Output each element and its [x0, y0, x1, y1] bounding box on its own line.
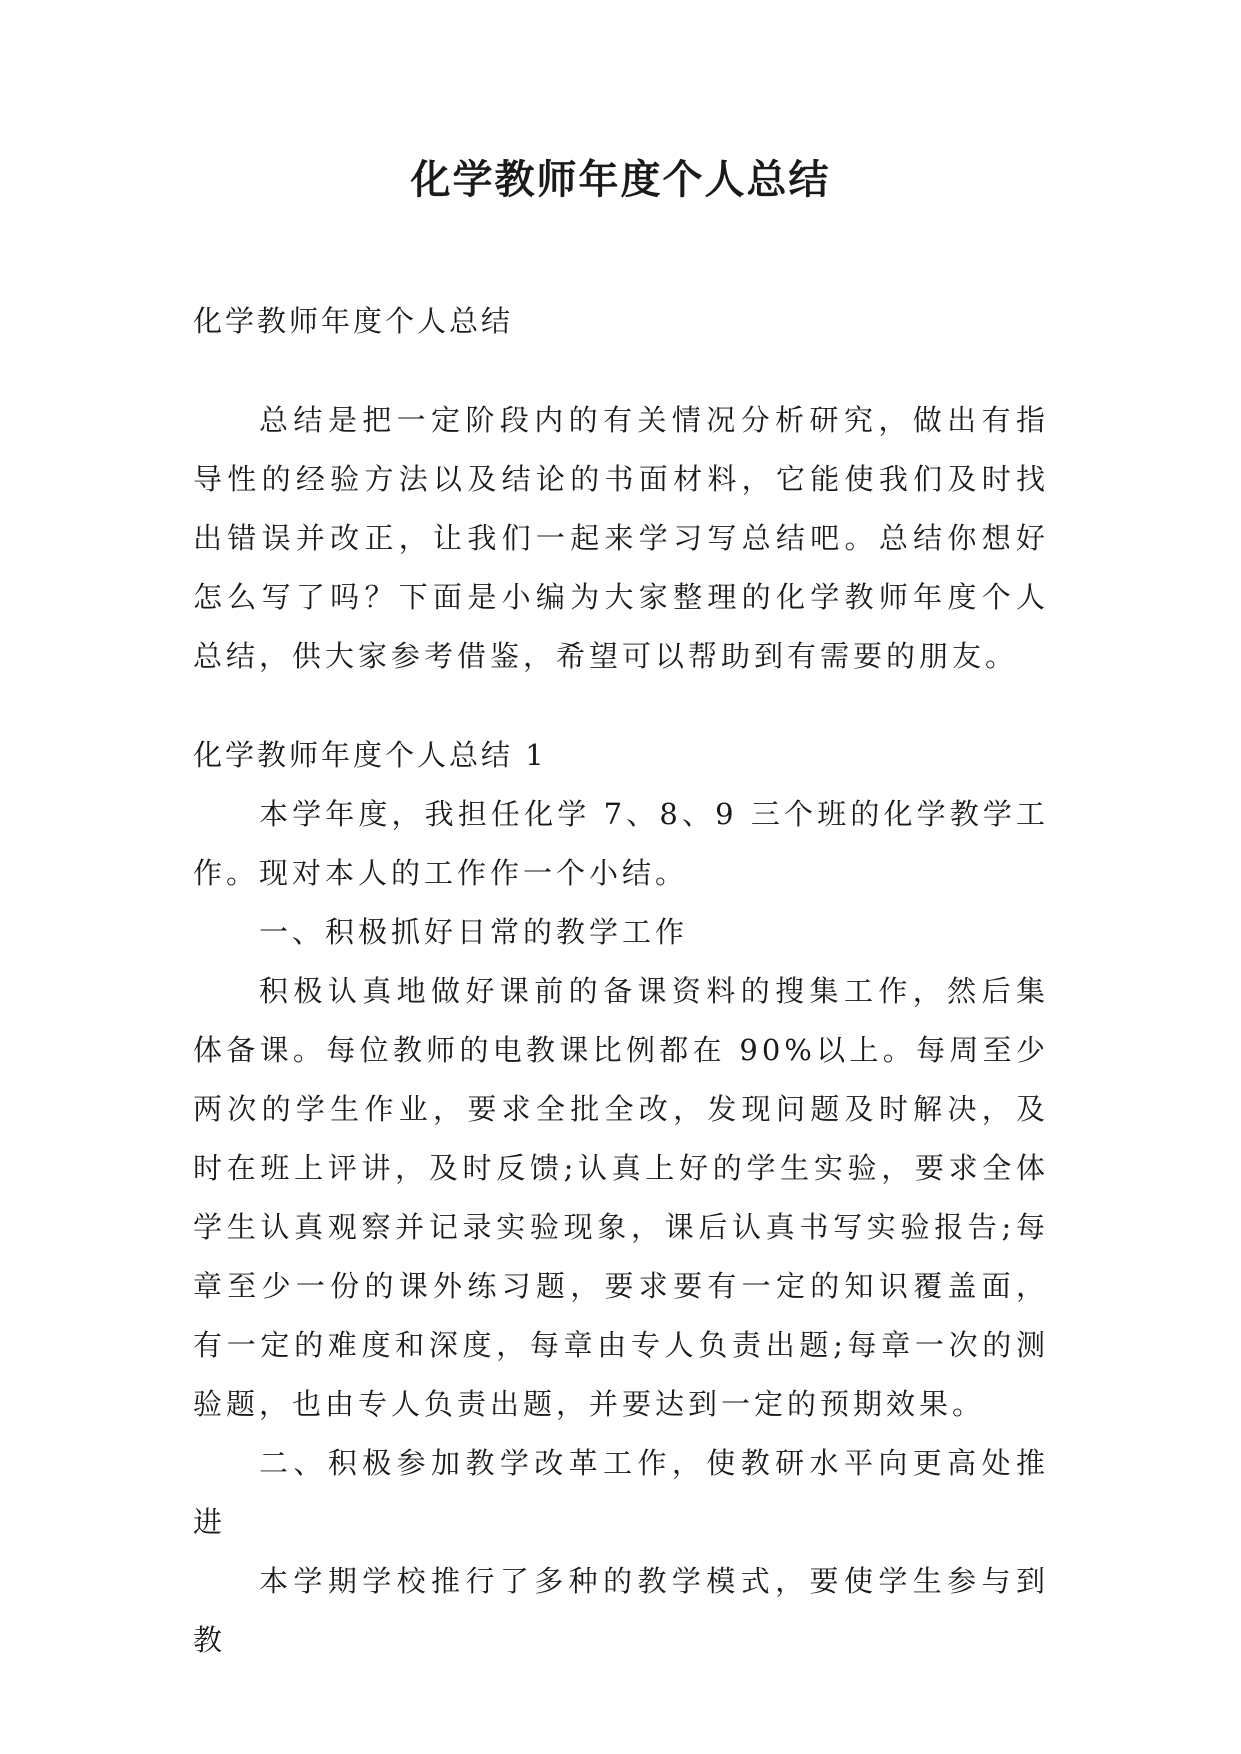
document-subtitle: 化学教师年度个人总结: [193, 304, 514, 338]
document-title: 化学教师年度个人总结: [410, 156, 831, 203]
section1-subheading-1: 一、积极抓好日常的教学工作: [259, 915, 689, 949]
section1-paragraph-2: 积极认真地做好课前的备课资料的搜集工作，然后集体备课。每位教师的电教课比例都在 90%以上。每周至少两次的学生作业，要求全批全改，发现问题及时解决，及时在班上评讲，及时反馈;认真上好的学生实验，要求全体学生认真观察并记录实验现象，课后认真书写实验报告;每章至少一份的课外练习题，要求要有一定的知识覆盖面，有一定的难度和深度，每章由专人负责出题;每章一次的测验题，也由专人负责出题，并要达到一定的预期效果。: [193, 974, 1049, 1421]
section-heading-1: 化学教师年度个人总结 1: [193, 738, 547, 772]
document-body: [193, 292, 1049, 1670]
intro-paragraph: 总结是把一定阶段内的有关情况分析研究，做出有指导性的经验方法以及结论的书面材料，它能使我们及时找出错误并改正，让我们一起来学习写总结吧。总结你想好怎么写了吗？下面是小编为大家整理的化学教师年度个人总结，供大家参考借鉴，希望可以帮助到有需要的朋友。: [193, 403, 1049, 673]
section1-paragraph-3: 本学期学校推行了多种的教学模式，要使学生参与到教: [193, 1564, 1049, 1657]
section1-subheading-2: 二、积极参加教学改革工作，使教研水平向更高处推进: [193, 1446, 1049, 1539]
section1-paragraph-1: 本学年度，我担任化学 7、8、9 三个班的化学教学工作。现对本人的工作作一个小结。: [193, 797, 1049, 890]
